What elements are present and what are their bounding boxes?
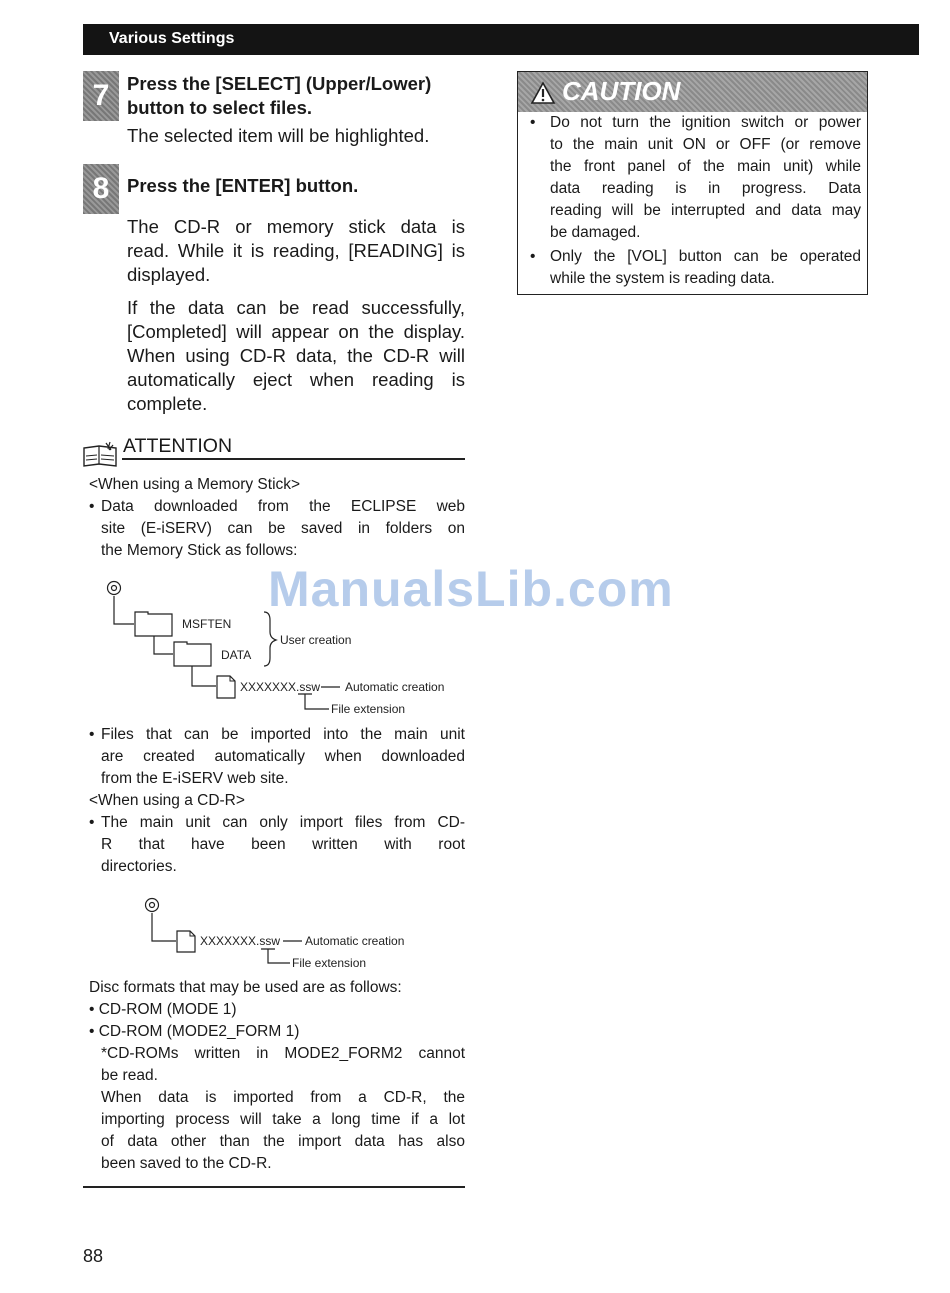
cdr-disc-icon <box>146 899 159 912</box>
bullet-dot: • <box>89 814 95 831</box>
text-line: Only the [VOL] button can be operated <box>550 248 861 265</box>
text-line: the front panel of the main unit) while <box>550 158 861 175</box>
disc-format-item <box>89 999 237 1021</box>
watermark: ManualsLib.com <box>268 561 674 617</box>
folder-msften-label: MSFTEN <box>182 617 232 631</box>
text-line: reading will be interrupted and data may <box>550 202 861 219</box>
text-line: been saved to the CD-R. <box>101 1155 272 1172</box>
text-line: If the data can be read successfully, <box>127 297 465 318</box>
cdr-file-name-label: XXXXXXX.ssw <box>200 934 281 948</box>
warning-triangle-icon <box>530 81 556 105</box>
text-line: The CD-R or memory stick data is <box>127 216 465 237</box>
text-line: When using CD-R data, the CD-R will <box>127 345 465 366</box>
automatic-creation-note: Automatic creation <box>345 680 445 694</box>
folder-data-label: DATA <box>221 648 252 662</box>
step-7-title <box>127 72 431 120</box>
bullet-dot: • <box>89 498 95 515</box>
text-line: automatically eject when reading is <box>127 369 465 390</box>
caution-title: CAUTION <box>562 76 681 106</box>
cdr-automatic-creation-note: Automatic creation <box>305 934 405 948</box>
text-line: displayed. <box>127 264 211 285</box>
attention-underline <box>122 458 465 460</box>
text-line: the Memory Stick as follows: <box>101 542 298 559</box>
text-line: are created automatically when downloaded <box>101 748 465 765</box>
cdr-file-extension-note: File extension <box>292 956 367 970</box>
text-line: The main unit can only import files from CD- <box>101 814 465 831</box>
disc-format-label: CD-ROM (MODE 1) <box>98 1001 237 1018</box>
text-line: R that have been written with root <box>101 836 465 853</box>
cdr-folder-tree <box>140 893 440 973</box>
page-number: 88 <box>83 1246 104 1266</box>
disc-format-item <box>89 1021 299 1043</box>
memory-stick-heading: <When using a Memory Stick> <box>89 476 301 493</box>
text-line: of data other than the import data has also <box>101 1133 465 1150</box>
text-line: *CD-ROMs written in MODE2_FORM2 cannot <box>101 1045 465 1062</box>
caution-bullet-1 <box>530 112 861 244</box>
cdr-heading: <When using a CD-R> <box>89 792 245 809</box>
text-line: [Completed] will appear on the display. <box>127 321 465 342</box>
disc-format-label: CD-ROM (MODE2_FORM 1) <box>98 1023 300 1040</box>
step-7-description: The selected item will be highlighted. <box>127 125 430 146</box>
step-8-number: 8 <box>92 172 110 205</box>
import-files-bullet <box>89 724 465 790</box>
text-line: site (E-iSERV) can be saved in folders on <box>101 520 465 537</box>
cdr-tree-lines <box>140 893 440 973</box>
text-line: data reading is in progress. Data <box>550 180 861 197</box>
bullet-dot: • <box>89 1001 99 1018</box>
text-line: Data downloaded from the ECLIPSE web <box>101 498 465 515</box>
bullet-dot: • <box>530 248 536 265</box>
text-line: Files that can be imported into the main unit <box>101 726 465 743</box>
file-extension-note: File extension <box>331 702 406 716</box>
step-8-paragraph-1 <box>127 215 465 287</box>
step-8-title: Press the [ENTER] button. <box>127 175 359 196</box>
text-line: When data is imported from a CD-R, the <box>101 1089 465 1106</box>
root-disc-icon <box>108 582 121 595</box>
text-line: while the system is reading data. <box>550 270 775 287</box>
file-name-label: XXXXXXX.ssw <box>240 680 321 694</box>
step-7-badge <box>83 71 119 121</box>
user-creation-note: User creation <box>280 633 352 647</box>
cdr-bullet <box>89 812 465 878</box>
attention-title: ATTENTION <box>123 435 233 457</box>
text-line: to the main unit ON or OFF (or remove <box>550 136 861 153</box>
import-time-note <box>101 1087 465 1175</box>
bullet-dot: • <box>89 1023 99 1040</box>
step-7-title-line: Press the [SELECT] (Upper/Lower) <box>127 73 432 94</box>
bullet-dot: • <box>530 114 536 131</box>
text-line: Do not turn the ignition switch or power <box>550 114 861 131</box>
text-line: be read. <box>101 1067 158 1084</box>
step-7-title-line: button to select files. <box>127 97 313 118</box>
text-line: complete. <box>127 393 208 414</box>
step-8-paragraph-2 <box>127 296 465 416</box>
disc-formats-intro: Disc formats that may be used are as follows: <box>89 979 402 996</box>
text-line: from the E-iSERV web site. <box>101 770 289 787</box>
bullet-dot: • <box>89 726 95 743</box>
step-7-number: 7 <box>92 79 110 112</box>
mode2-form2-note <box>101 1043 465 1087</box>
text-line: be damaged. <box>550 224 641 241</box>
caution-header <box>518 72 867 112</box>
text-line: directories. <box>101 858 177 875</box>
caution-bullet-2 <box>530 246 861 290</box>
text-line: importing process will take a long time if a lot <box>101 1111 465 1128</box>
caution-box <box>517 71 868 295</box>
section-end-rule <box>83 1186 465 1188</box>
section-title: Various Settings <box>109 30 235 47</box>
text-line: read. While it is reading, [READING] is <box>127 240 465 261</box>
memory-stick-bullet <box>89 496 465 562</box>
attention-book-icon <box>82 440 120 470</box>
step-8-badge <box>83 164 119 214</box>
section-header-bar <box>83 24 919 55</box>
